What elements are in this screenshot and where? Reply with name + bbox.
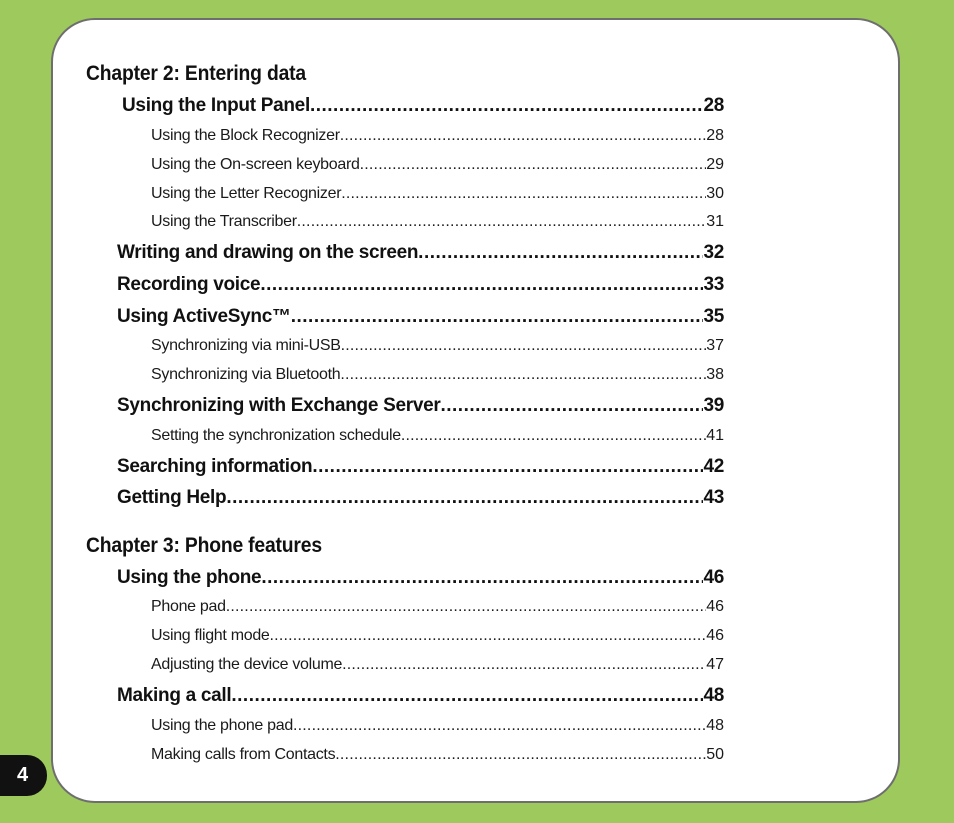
toc-page-number: 48: [706, 717, 724, 734]
toc-entry-sync-schedule[interactable]: [151, 427, 724, 445]
toc-dot-leader: [335, 746, 706, 764]
chapter-title: Chapter 3: Phone features: [86, 534, 322, 557]
toc-page-number: 48: [703, 685, 724, 706]
toc-page-number: 31: [706, 213, 724, 230]
toc-dot-leader: [293, 717, 706, 735]
toc-page-number: 30: [706, 185, 724, 202]
toc-entry-letter-recognizer[interactable]: [151, 185, 724, 203]
toc-page-number: 37: [706, 337, 724, 354]
toc-page-number: 38: [706, 366, 724, 383]
toc-entry-title: Synchronizing with Exchange Server: [117, 395, 441, 416]
toc-dot-leader: [310, 95, 704, 117]
toc-dot-leader: [401, 427, 706, 445]
toc-entry-phone-pad[interactable]: [151, 598, 724, 616]
toc-dot-leader: [418, 242, 703, 264]
chapter-title: Chapter 2: Entering data: [86, 62, 306, 85]
toc-entry-device-volume[interactable]: [151, 656, 724, 674]
toc-entry-title: Using the Block Recognizer: [151, 127, 340, 144]
toc-entry-title: Using ActiveSync™: [117, 306, 291, 327]
toc-entry-title: Writing and drawing on the screen: [117, 242, 419, 263]
toc-entry-searching[interactable]: [117, 456, 724, 478]
toc-entry-title: Recording voice: [117, 274, 261, 295]
toc-page-number: 50: [706, 746, 724, 763]
toc-page-number: 43: [703, 487, 724, 508]
toc-dot-leader: [270, 627, 707, 645]
toc-entry-using-phone[interactable]: [117, 567, 724, 589]
toc-dot-leader: [312, 456, 703, 478]
toc-page-number: 46: [703, 567, 724, 588]
toc-entry-block-recognizer[interactable]: [151, 127, 724, 145]
toc-page-number: 47: [706, 656, 724, 673]
toc-page-number: 39: [703, 395, 724, 416]
toc-entry-title: Setting the synchronization schedule: [151, 427, 401, 444]
toc-entry-title: Synchronizing via mini-USB: [151, 337, 341, 354]
toc-page-number: 32: [703, 242, 724, 263]
toc-page-number: 41: [706, 427, 724, 444]
toc-dot-leader: [340, 127, 706, 145]
toc-entry-flight-mode[interactable]: [151, 627, 724, 645]
toc-page-number: 42: [703, 456, 724, 477]
toc-dot-leader: [341, 337, 707, 355]
toc-entry-calls-from-contacts[interactable]: [151, 746, 724, 764]
toc-entry-recording-voice[interactable]: [117, 274, 724, 296]
toc-entry-title: Using the phone pad: [151, 717, 293, 734]
toc-dot-leader: [261, 567, 703, 589]
toc-entry-title: Adjusting the device volume: [151, 656, 343, 673]
toc-dot-leader: [226, 487, 703, 509]
page-number-tab: 4: [0, 755, 47, 796]
toc-entry-sync-mini-usb[interactable]: [151, 337, 724, 355]
toc-entry-using-input-panel[interactable]: [122, 95, 724, 117]
toc-page-number: 33: [703, 274, 724, 295]
toc-entry-title: Using the Letter Recognizer: [151, 185, 342, 202]
toc-entry-title: Searching information: [117, 456, 313, 477]
toc-entry-exchange-server[interactable]: [117, 395, 724, 417]
toc-page-number: 28: [703, 95, 724, 116]
toc-entry-title: Using the phone: [117, 567, 262, 588]
toc-entry-onscreen-keyboard[interactable]: [151, 156, 724, 174]
toc-entry-activesync[interactable]: [117, 306, 724, 328]
toc-dot-leader: [291, 306, 704, 328]
toc-entry-title: Using the Transcriber: [151, 213, 297, 230]
toc-entry-writing-drawing[interactable]: [117, 242, 724, 264]
toc-page-number: 29: [706, 156, 724, 173]
toc-dot-leader: [231, 685, 703, 707]
toc-dot-leader: [226, 598, 706, 616]
toc-entry-title: Getting Help: [117, 487, 227, 508]
toc-entry-title: Using flight mode: [151, 627, 270, 644]
toc-entry-getting-help[interactable]: [117, 487, 724, 509]
toc-dot-leader: [260, 274, 703, 296]
toc-dot-leader: [360, 156, 707, 174]
toc-entry-transcriber[interactable]: [151, 213, 724, 231]
toc-entry-title: Synchronizing via Bluetooth: [151, 366, 341, 383]
toc-page-number: 46: [706, 598, 724, 615]
toc-dot-leader: [341, 185, 706, 203]
toc-page-number: 35: [703, 306, 724, 327]
toc-entry-title: Using the On-screen keyboard: [151, 156, 360, 173]
toc-dot-leader: [440, 395, 703, 417]
toc-entry-title: Using the Input Panel: [122, 95, 310, 116]
toc-entry-using-phone-pad[interactable]: [151, 717, 724, 735]
toc-entry-title: Making a call: [117, 685, 232, 706]
toc-dot-leader: [297, 213, 706, 231]
toc-entry-making-call[interactable]: [117, 685, 724, 707]
toc-dot-leader: [342, 656, 706, 674]
toc-entry-title: Phone pad: [151, 598, 226, 615]
toc-page-number: 28: [706, 127, 724, 144]
toc-entry-sync-bluetooth[interactable]: [151, 366, 724, 384]
toc-entry-title: Making calls from Contacts: [151, 746, 336, 763]
toc-dot-leader: [340, 366, 706, 384]
toc-page-number: 46: [706, 627, 724, 644]
